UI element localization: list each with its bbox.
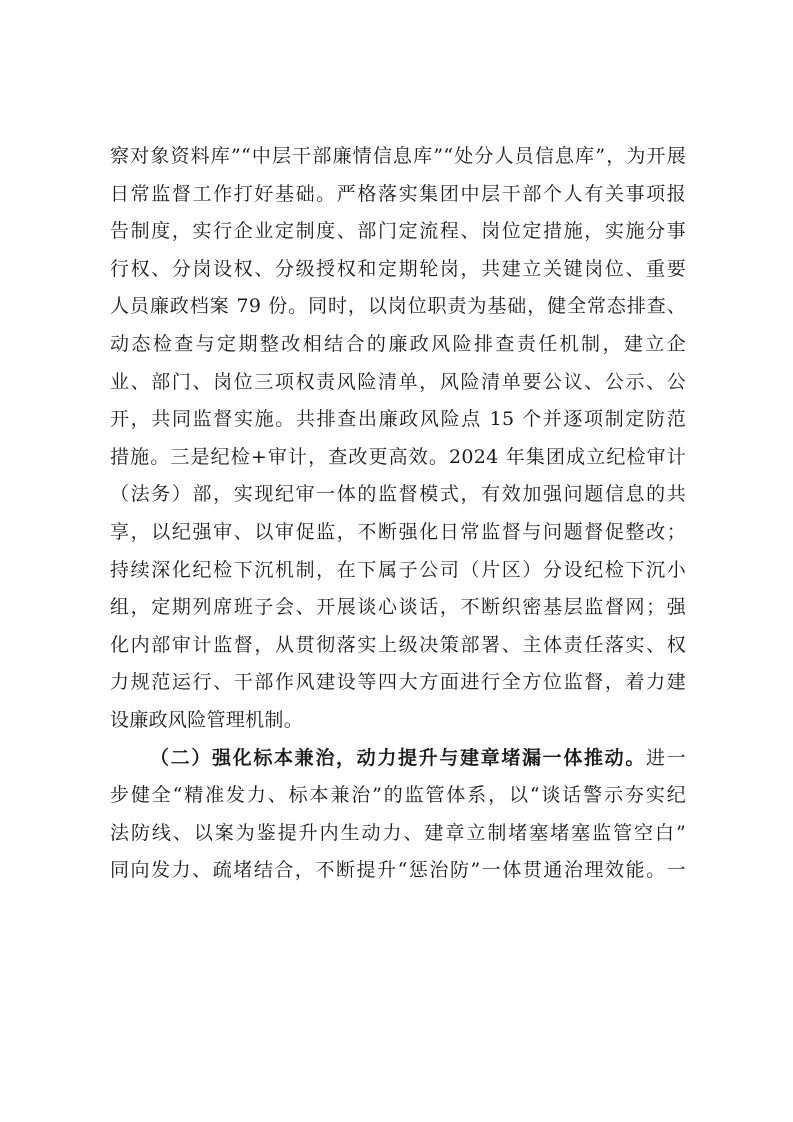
text-line: 日常监督工作打好基础。严格落实集团中层干部个人有关事项报 <box>110 182 686 205</box>
text-line: 人员廉政档案 79 份。同时，以岗位职责为基础，健全常态排查、 <box>110 295 686 318</box>
text-line: 告制度，实行企业定制度、部门定流程、岗位定措施，实施分事 <box>110 220 686 243</box>
text-line: 同向发力、疏堵结合，不断提升“惩治防”一体贯通治理效能。一 <box>110 859 686 882</box>
paragraph-2 <box>110 740 686 890</box>
heading-line <box>110 740 686 778</box>
text-line: 动态检查与定期整改相结合的廉政风险排查责任机制，建立企 <box>110 332 686 355</box>
text-line: 法防线、以案为鉴提升内生动力、建章立制堵塞堵塞监管空白” <box>110 821 686 844</box>
text-line: 察对象资料库”“中层干部廉情信息库”“处分人员信息库”，为开展 <box>110 145 686 167</box>
text-line: 业、部门、岗位三项权责风险清单，风险清单要公议、公示、公 <box>110 370 686 393</box>
paragraph-1 <box>110 138 686 740</box>
text-line: （法务）部，实现纪审一体的监督模式，有效加强问题信息的共 <box>110 483 686 506</box>
text-line: 行权、分岗设权、分级授权和定期轮岗，共建立关键岗位、重要 <box>110 257 686 280</box>
text-line: 力规范运行、干部作风建设等四大方面进行全方位监督，着力建 <box>110 671 686 694</box>
text-line: 化内部审计监督，从贯彻落实上级决策部署、主体责任落实、权 <box>110 633 686 656</box>
heading-line-continuation: 进一 <box>646 746 686 769</box>
text-line: 开，共同监督实施。共排查出廉政风险点 15 个并逐项制定防范 <box>110 408 686 431</box>
text-line: 享，以纪强审、以审促监，不断强化日常监督与问题督促整改； <box>110 520 686 543</box>
text-line: 组，定期列席班子会、开展谈心谈话，不断织密基层监督网；强 <box>110 596 686 619</box>
text-line: 设廉政风险管理机制。 <box>110 708 304 731</box>
body-text <box>110 138 686 890</box>
section-heading: （二）强化标本兼治，动力提升与建章堵漏一体推动。 <box>150 746 647 769</box>
text-line: 措施。三是纪检+审计，查改更高效。2024 年集团成立纪检审计 <box>110 445 686 468</box>
text-line: 持续深化纪检下沉机制，在下属子公司（片区）分设纪检下沉小 <box>110 558 686 581</box>
text-line: 步健全“精准发力、标本兼治”的监管体系，以“谈话警示夯实纪 <box>110 784 686 807</box>
